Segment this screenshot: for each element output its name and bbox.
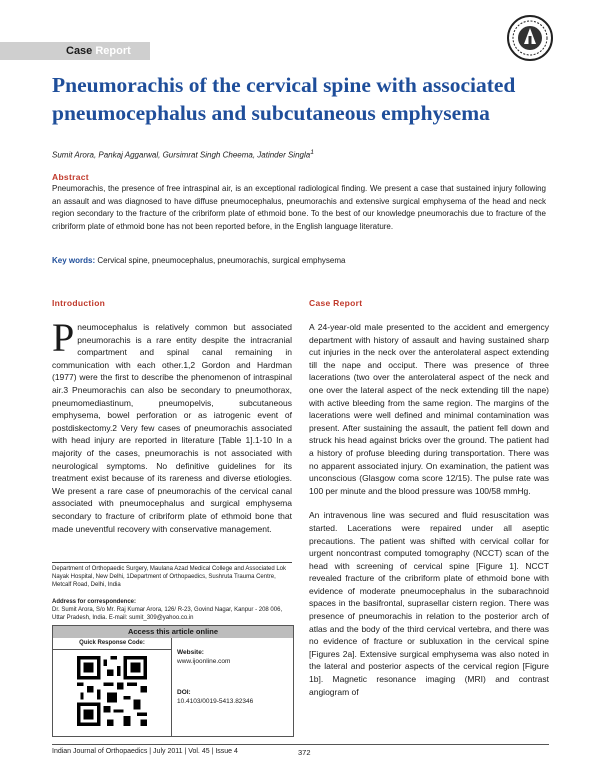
keywords <box>52 256 546 265</box>
qr-code-icon[interactable] <box>77 656 147 726</box>
correspondence-label: Address for correspondence: <box>52 599 137 605</box>
article-type-tag <box>0 42 150 60</box>
case-report-paragraph: An intravenous line was secured and fluid resuscitation was started. Lacerations were repaired under all aseptic precautions. The patient was shifted with cervical collar for urgent noncontrast computed tomography (NCCT) scan of the head with screening of cervical spine [Figure 1]. NCCT revealed fracture of the cribriform plate of ethmoid bone with evidence of moderate pneumocephalus in the subarachnoid spaces in the basifrontal, suprasellar cistern region. There was presence of pneumorachis in relation to the posterior arch of atlas and the body of the third cervical vertebra, and there was no evidence of fracture or subluxation in the cervical spine [Figures 2a]. Extensive surgical emphysema was also noted in the lateral and posterior aspects of the cervical region [Figure 1b]. Magnetic resonance imaging (MRI) and contrast angiogram of <box>309 510 549 697</box>
author-list <box>52 149 314 160</box>
correspondence-address <box>52 598 292 622</box>
access-online-box <box>52 625 294 737</box>
footer-divider <box>52 744 549 745</box>
website-info <box>177 648 230 666</box>
footnote-divider <box>52 562 292 563</box>
access-box-divider <box>171 638 172 736</box>
article-title: Pneumorachis of the cervical spine with associated pneumocephalus and subcutaneous emphysema <box>52 73 516 125</box>
website-link[interactable]: www.ijoonline.com <box>177 658 231 665</box>
case-report-body <box>309 321 549 710</box>
abstract-text: Pneumorachis, the presence of free intraspinal air, is an exceptional radiological finding. We present a case that sustained injury following an assault and was diagnosed to have diffuse pneumocephalus, pneumorachis and extensive surgical emphysema of the head and neck region secondary to the fracture of the cribriform plate of ethmoid bone. To the best of our knowledge pneumorachis due to fracture of the cribriform plate of ethmoid bone has not been reported before, in the English language literature. <box>52 184 546 231</box>
footer-journal: Indian Journal of Orthopaedics | July 2011 | Vol. 45 | Issue 4 <box>52 748 238 755</box>
affiliation-text: Department of Orthopaedic Surgery, Maulana Azad Medical College and Associated Lok Nayak Hospital, New Delhi, 1Department of Orthopaedics, Sushruta Trauma Centre, Metcalf Road, Delhi, India <box>52 566 287 588</box>
introduction-text: neumocephalus is relatively common but associated pneumorachis is a rare entity despite the intracranial compartment and spinal canal remaining in communication with each other.1,2 Gordon and Hardman (1977) were the first to describe the phenomenon of intraspinal air.3 Pneumorachis can also be secondary to pneumothorax, pneumomediastinum, pneumopelvis, subcutaneous emphysema, bowel perforation or as iatrogenic event of postdiskectomy.2 Very few cases of pneumorachis associated with head injury are reported in literature [Table 1].1-10 In a majority of the cases, pneumorachis is not associated with neurological symptoms. No definitive guidelines for its treatment exist because of its rareness and diverse etiologies. We present a rare case of pneumorachis of the cervical canal associated with pneumocephalus and surgical emphysema secondary to fracture of cribriform plate of ethmoid bone that made uneventful recovery with conservative management. <box>52 322 292 534</box>
keywords-text: Cervical spine, pneumocephalus, pneumorachis, surgical emphysema <box>97 256 346 265</box>
doi-info <box>177 688 253 706</box>
author-affiliation-mark: 1 <box>310 149 314 156</box>
keywords-label: Key words: <box>52 256 96 265</box>
correspondence-text: Dr. Sumit Arora, S/o Mr. Raj Kumar Arora, 126/ R-23, Govind Nagar, Kanpur - 208 006, Uttar Pradesh, India. E-mail: sumit_309@yahoo.co.in <box>52 607 283 621</box>
qr-code-label: Quick Response Code: <box>53 638 171 650</box>
abstract-heading: Abstract <box>52 172 89 182</box>
author-names: Sumit Arora, Pankaj Aggarwal, Gursimrat Singh Cheema, Jatinder Singla <box>52 150 311 160</box>
introduction-body <box>52 315 292 535</box>
case-report-paragraph: A 24-year-old male presented to the accident and emergency department with history of assault and having sustained sharp cut injuries in the neck over the anterolateral aspect extending till the nape and occiput. There was presence of three lacerations (two over the anterolateral aspect of the neck and one over the lateral aspect of the neck extending till the nape) with active bleeding from the same region. The margins of the lacerations were well defined and minimal contamination was present. After sustaining the assault, the patient fell down and struck his head against bricks over the ground. The patient had a history of profuse bleeding during transportation. There was no apparent associated injury. On examination, the patient was unconscious (Glasgow coma score 12/15). The pulse rate was 100 per minute and the blood pressure was 100/58 mmHg. <box>309 322 549 496</box>
doi-value[interactable]: 10.4103/0019-5413.82346 <box>177 698 254 705</box>
doi-label: DOI: <box>177 689 191 696</box>
dropcap: P <box>52 315 75 360</box>
access-box-title: Access this article online <box>53 626 293 638</box>
case-report-heading: Case Report <box>309 298 363 308</box>
journal-seal-icon <box>506 14 554 62</box>
page-number: 372 <box>298 748 311 757</box>
article-type-rest: Report <box>95 45 131 57</box>
website-label: Website: <box>177 649 204 656</box>
article-type-bold: Case <box>66 45 93 57</box>
introduction-heading: Introduction <box>52 298 106 308</box>
